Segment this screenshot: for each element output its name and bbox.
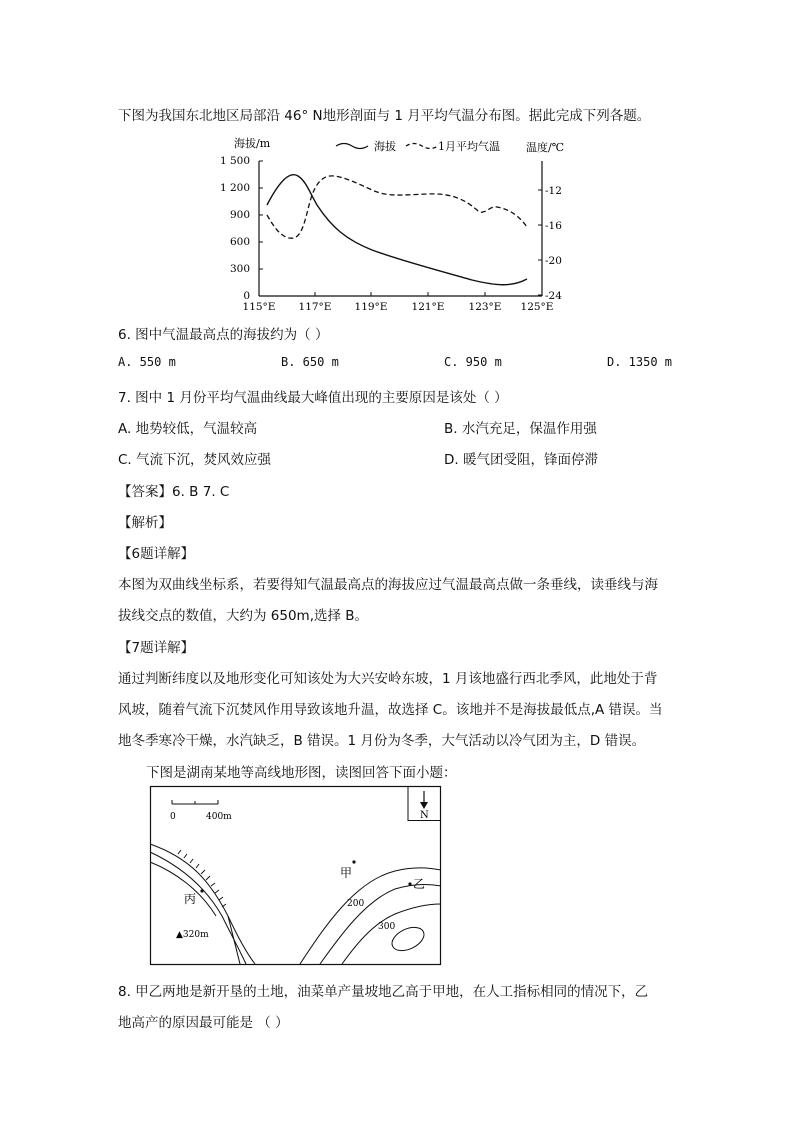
- q6-option-c[interactable]: C. 950 m: [444, 355, 502, 369]
- detail6-line: 拔线交点的数值，大约为 650m,选择 B。: [118, 608, 369, 624]
- right-axis-title: 温度/℃: [526, 141, 565, 154]
- right-tick: -12: [545, 185, 562, 197]
- contour-map-figure: [150, 786, 442, 966]
- label-bing: 丙: [184, 892, 197, 906]
- detail7-line: 通过判断纬度以及地形变化可知该处为大兴安岭东坡，1 月该地盛行西北季风，此地处于背: [118, 671, 658, 687]
- q7-option-d[interactable]: D. 暖气团受阻，锋面停滞: [444, 452, 598, 468]
- q6-option-a[interactable]: A. 550 m: [118, 355, 176, 369]
- left-tick: 600: [229, 236, 250, 248]
- left-tick: 1 200: [219, 182, 250, 194]
- point-jia: [352, 860, 355, 863]
- detail6-heading: 【6题详解】: [118, 546, 195, 562]
- detail7-heading: 【7题详解】: [118, 640, 195, 656]
- x-tick: 119°E: [354, 301, 388, 313]
- label-jia: 甲: [340, 866, 353, 880]
- legend-temp-label: 1月平均气温: [438, 140, 500, 153]
- right-tick: -16: [545, 220, 562, 232]
- legend-altitude-label: 海拔: [374, 140, 396, 153]
- x-tick: 123°E: [468, 301, 502, 313]
- scale-zero: 0: [170, 812, 176, 822]
- left-tick: 1 500: [219, 155, 250, 167]
- q7-option-a[interactable]: A. 地势较低，气温较高: [118, 421, 258, 437]
- scale-distance: 400m: [206, 812, 232, 822]
- left-tick: 0: [243, 290, 250, 302]
- q6-option-b[interactable]: B. 650 m: [281, 355, 339, 369]
- q7-option-c[interactable]: C. 气流下沉，焚风效应强: [118, 452, 272, 468]
- legend-altitude-line: [336, 144, 368, 149]
- left-tick: 300: [229, 263, 250, 275]
- q6-stem: 6. 图中气温最高点的海拔约为（ ）: [118, 327, 329, 343]
- point-bing: [200, 889, 203, 892]
- detail7-line: 地冬季寒冷干燥，水汽缺乏，B 错误。1 月份为冬季，大气活动以冷气团为主，D 错误。: [118, 733, 646, 749]
- answer-line: 【答案】6. B 7. C: [118, 484, 230, 500]
- x-tick: 121°E: [411, 301, 445, 313]
- q8-line: 地高产的原因最可能是 （ ）: [118, 1015, 289, 1031]
- profile-temperature-figure: [219, 135, 565, 317]
- x-tick: 117°E: [298, 301, 332, 313]
- q7-option-b[interactable]: B. 水汽充足，保温作用强: [444, 421, 597, 437]
- x-tick: 115°E: [242, 301, 276, 313]
- contour-label-200: 200: [347, 899, 365, 909]
- q7-stem: 7. 图中 1 月份平均气温曲线最大峰值出现的主要原因是该处（ ）: [118, 390, 508, 406]
- left-tick: 900: [229, 209, 250, 221]
- q6-option-d[interactable]: D. 1350 m: [607, 355, 673, 369]
- q8-line: 8. 甲乙两地是新开垦的土地，油菜单产量坡地乙高于甲地，在人工指标相同的情况下，乙: [118, 984, 649, 1000]
- intro-text-1: 下图为我国东北地区局部沿 46° N地形剖面与 1 月平均气温分布图。据此完成下列各题。: [118, 108, 651, 124]
- right-tick: -20: [545, 255, 562, 267]
- analysis-heading: 【解析】: [118, 515, 172, 531]
- point-yi: [408, 882, 411, 885]
- altitude-curve: [267, 175, 527, 285]
- contour-label-300: 300: [378, 922, 396, 932]
- north-label: N: [420, 810, 429, 821]
- contour-line: [342, 904, 441, 964]
- right-tick: -24: [545, 290, 562, 302]
- detail7-line: 风坡，随着气流下沉焚风作用导致该地升温，故选择 C。该地并不是海拔最低点,A 错误。当: [118, 702, 663, 718]
- left-axis-title: 海拔/m: [234, 137, 271, 150]
- label-yi: 乙: [413, 877, 426, 891]
- intro-text-2: 下图是湖南某地等高线地形图，读图回答下面小题：: [146, 765, 457, 781]
- x-tick: 125°E: [520, 301, 554, 313]
- detail6-line: 本图为双曲线坐标系，若要得知气温最高点的海拔应过气温最高点做一条垂线，读垂线与海: [118, 577, 658, 593]
- peak-elevation: ▲320m: [176, 930, 209, 940]
- legend-temp-line: [406, 144, 438, 149]
